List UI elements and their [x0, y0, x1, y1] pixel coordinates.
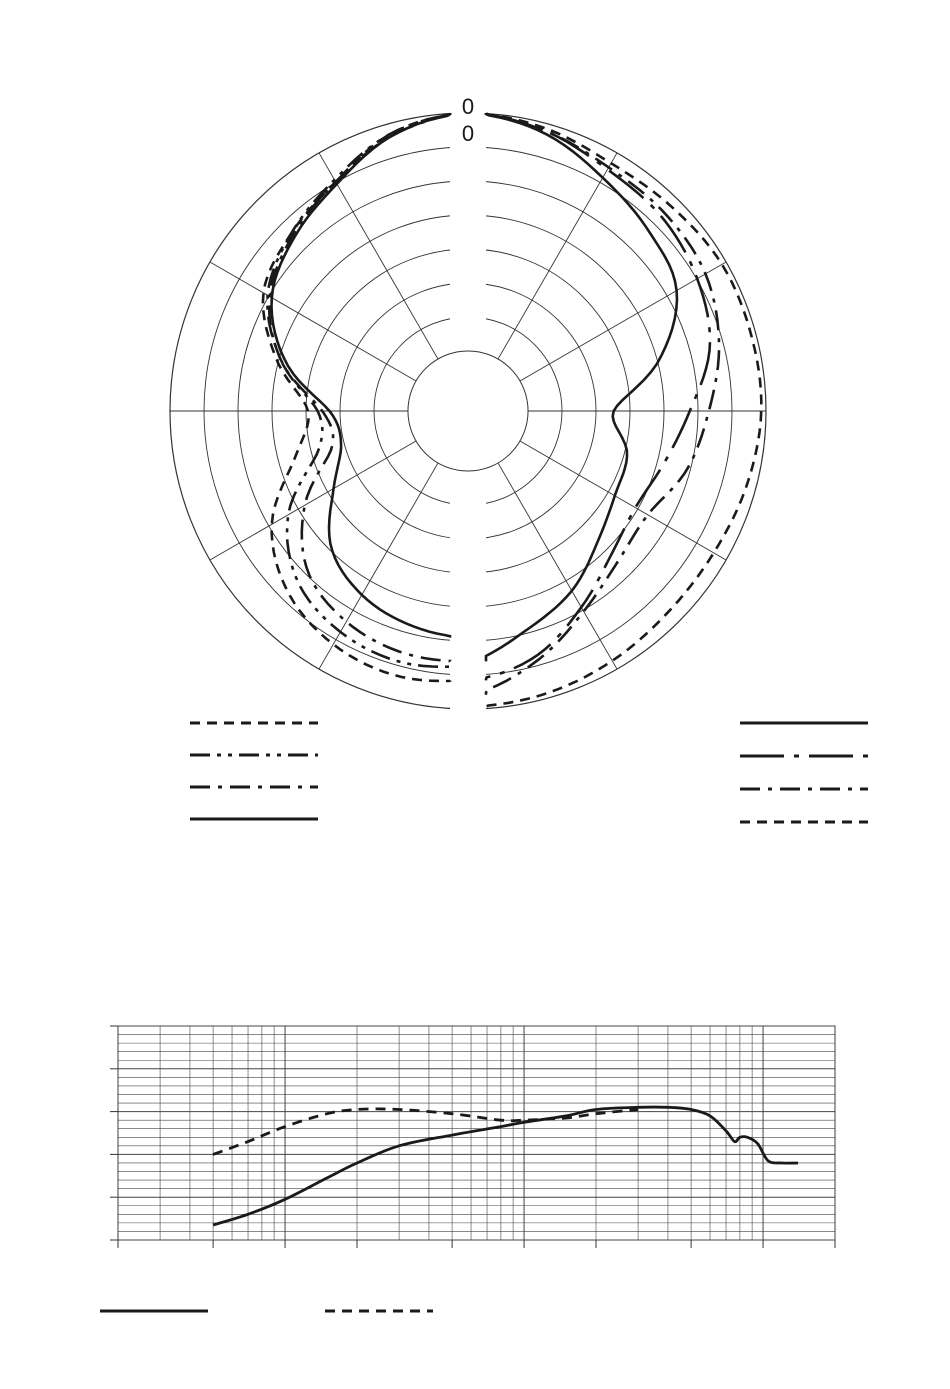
- polar-top-tick-label: 0: [461, 94, 475, 119]
- polar-chart: [170, 103, 766, 719]
- frequency-response-chart: [110, 1026, 835, 1248]
- polar-top-tick-label-2: 0: [461, 121, 475, 146]
- freq-series-2: [213, 1109, 638, 1155]
- polar-center-circle: [408, 351, 528, 471]
- polar-legend: [190, 723, 868, 822]
